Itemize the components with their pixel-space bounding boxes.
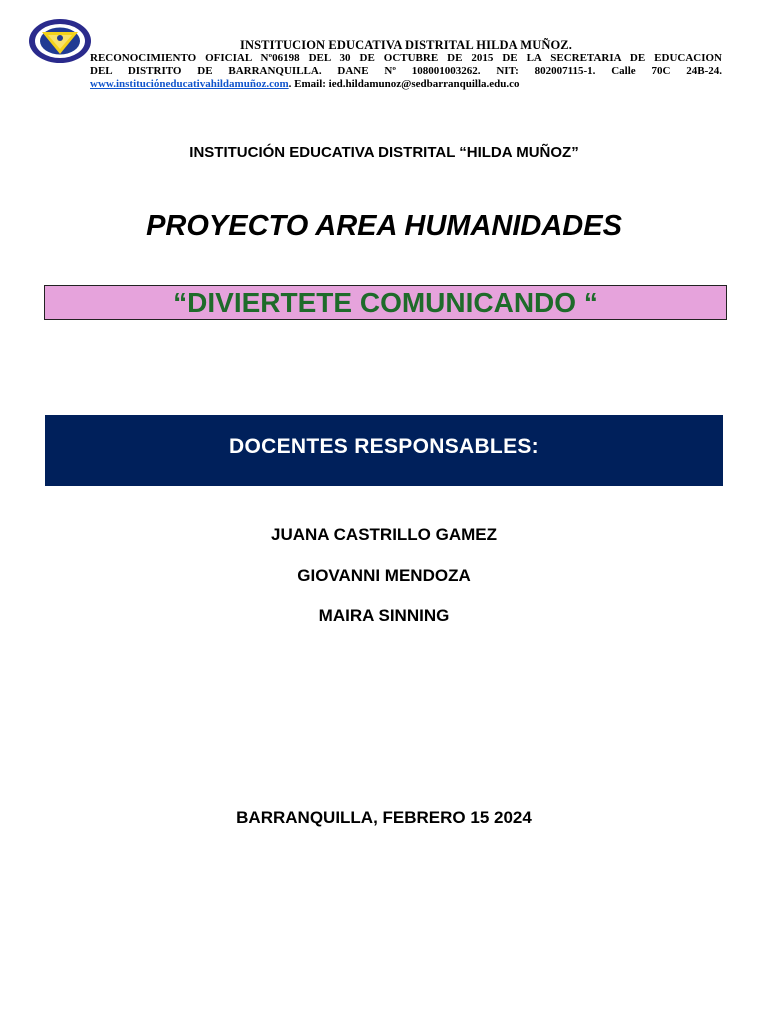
teacher-name: GIOVANNI MENDOZA (297, 566, 471, 585)
letterhead-title: INSTITUCION EDUCATIVA DISTRITAL HILDA MUÑOZ. (240, 38, 572, 52)
project-title: PROYECTO AREA HUMANIDADES (146, 210, 622, 242)
teacher-name: JUANA CASTRILLO GAMEZ (270, 525, 498, 544)
school-seal-icon (28, 18, 92, 64)
letterhead-recognition-line: RECONOCIMIENTO OFICIAL Nº06198 DEL 30 DE OCTUBRE DE 2015 DE LA SECRETARIA DE EDUCACION (90, 52, 722, 64)
docentes-heading: DOCENTES RESPONSABLES: (45, 415, 723, 486)
place-date: BARRANQUILLA, FEBRERO 15 2024 (236, 808, 532, 827)
email-text: . Email: ied.hildamunoz@sedbarranquilla.edu.co (288, 78, 520, 90)
slogan-box: “DIVIERTETE COMUNICANDO “ (44, 285, 727, 320)
letterhead-address-line: DEL DISTRITO DE BARRANQUILLA. DANE Nº 108001003262. NIT: 802007115-1. Calle 70C 24B-24. (90, 65, 722, 77)
letterhead (90, 39, 722, 91)
teacher-name: MAIRA SINNING (318, 606, 450, 625)
website-link[interactable]: www.instituciόneducativahildamuñoz.com (90, 78, 289, 90)
letterhead-contact-line (90, 78, 722, 91)
institution-name: INSTITUCIÓN EDUCATIVA DISTRITAL “HILDA MUÑOZ” (189, 144, 579, 161)
